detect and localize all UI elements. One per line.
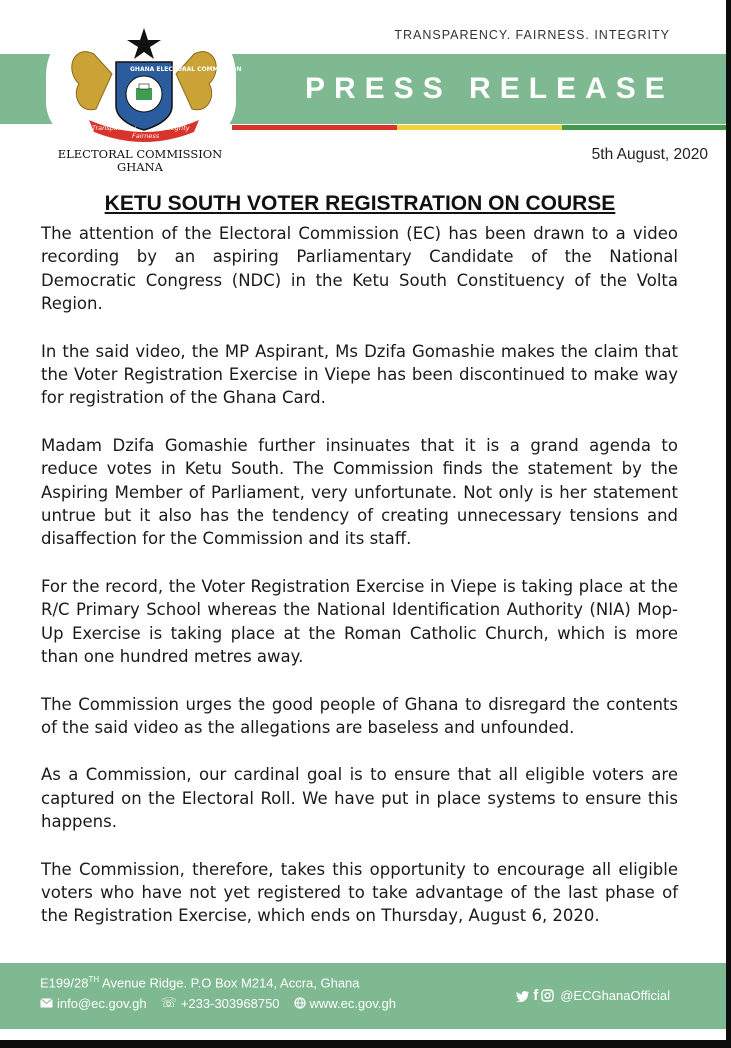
- footer-address: [40, 975, 360, 990]
- article-body: [41, 222, 678, 952]
- email-text: info@ec.gov.gh: [57, 995, 147, 1011]
- org-name-line1: ELECTORAL COMMISSION: [57, 147, 223, 161]
- ribbon-text-right: Integrity: [162, 124, 190, 132]
- paragraph: The Commission, therefore, takes this opportunity to encourage all eligible voters who have not yet registered to take advantage of the last phase of the Registration Exercise, which ends on Thursday, August 6, 2020.: [41, 859, 678, 926]
- email-contact[interactable]: [40, 996, 147, 1011]
- address-sup: TH: [88, 975, 100, 984]
- address-part: Avenue Ridge. P.O Box M214, Accra, Ghana: [99, 975, 360, 991]
- paragraph: The attention of the Electoral Commission (EC) has been drawn to a video recording by an aspiring Parliamentary Candidate of the National Democratic Congress (NDC) in the Ketu South Constituency of the Volta Region.: [41, 224, 678, 314]
- paragraph: For the record, the Voter Registration Exercise in Viepe is taking place at the R/C Primary School whereas the National Identification Authority (NIA) Mop-Up Exercise is taking place at the Roman Catholic Church, which is more than one hundred metres away.: [41, 576, 678, 667]
- social-icons: [516, 987, 554, 1004]
- instagram-icon[interactable]: [541, 989, 554, 1002]
- stripe-yellow: [397, 125, 562, 130]
- social-links: [516, 987, 670, 1004]
- phone-icon: ☏: [160, 995, 177, 1010]
- address-part: E199/28: [40, 975, 89, 991]
- logo: [34, 14, 254, 144]
- paragraph: Madam Dzifa Gomashie further insinuates that it is a grand agenda to reduce votes in Ketu South. The Commission finds the statement by the Aspiring Member of Parliament, very unfortunate. Not only is her statement untrue but it also has the tendency of creating unnecessary tensions and disaffection for the Commission and its staff.: [41, 435, 678, 549]
- stripe-red: [232, 125, 397, 130]
- org-name-line2: GHANA: [117, 160, 163, 174]
- footer-contacts: [40, 995, 396, 1011]
- tagline: TRANSPARENCY. FAIRNESS. INTEGRITY: [394, 28, 670, 42]
- paragraph: The Commission urges the good people of Ghana to disregard the contents of the said video as the allegations are baseless and unfounded.: [41, 694, 678, 737]
- headline: KETU SOUTH VOTER REGISTRATION ON COURSE: [104, 192, 616, 215]
- org-name: [40, 148, 240, 174]
- social-handle[interactable]: @ECGhanaOfficial: [560, 988, 670, 1003]
- paragraph: As a Commission, our cardinal goal is to ensure that all eligible voters are captured on the Electoral Roll. We have put in place systems to ensure this happens.: [41, 765, 678, 832]
- phone-contact[interactable]: [161, 995, 280, 1011]
- coat-of-arms-emblem: [34, 14, 254, 144]
- ribbon-text-mid: Fairness: [132, 132, 160, 140]
- ribbon-text-left: Transparency: [92, 124, 136, 132]
- mail-icon: [40, 998, 53, 1008]
- globe-icon: [294, 997, 306, 1009]
- logo-text: GHANA ELECTORAL COMMISSION: [130, 66, 242, 73]
- release-date: 5th August, 2020: [591, 146, 708, 163]
- website-text: www.ec.gov.gh: [309, 995, 396, 1011]
- stripe-green: [562, 125, 726, 130]
- website-contact[interactable]: [294, 996, 396, 1011]
- facebook-icon[interactable]: f: [533, 987, 539, 1004]
- press-release-title: PRESS RELEASE: [305, 72, 674, 105]
- footer: [0, 963, 726, 1029]
- phone-text: +233-303968750: [180, 995, 280, 1011]
- paragraph: In the said video, the MP Aspirant, Ms Dzifa Gomashie makes the claim that the Voter Registration Exercise in Viepe has been discontinued to make way for registration of the Ghana Card.: [41, 341, 678, 408]
- twitter-icon[interactable]: [516, 990, 530, 1002]
